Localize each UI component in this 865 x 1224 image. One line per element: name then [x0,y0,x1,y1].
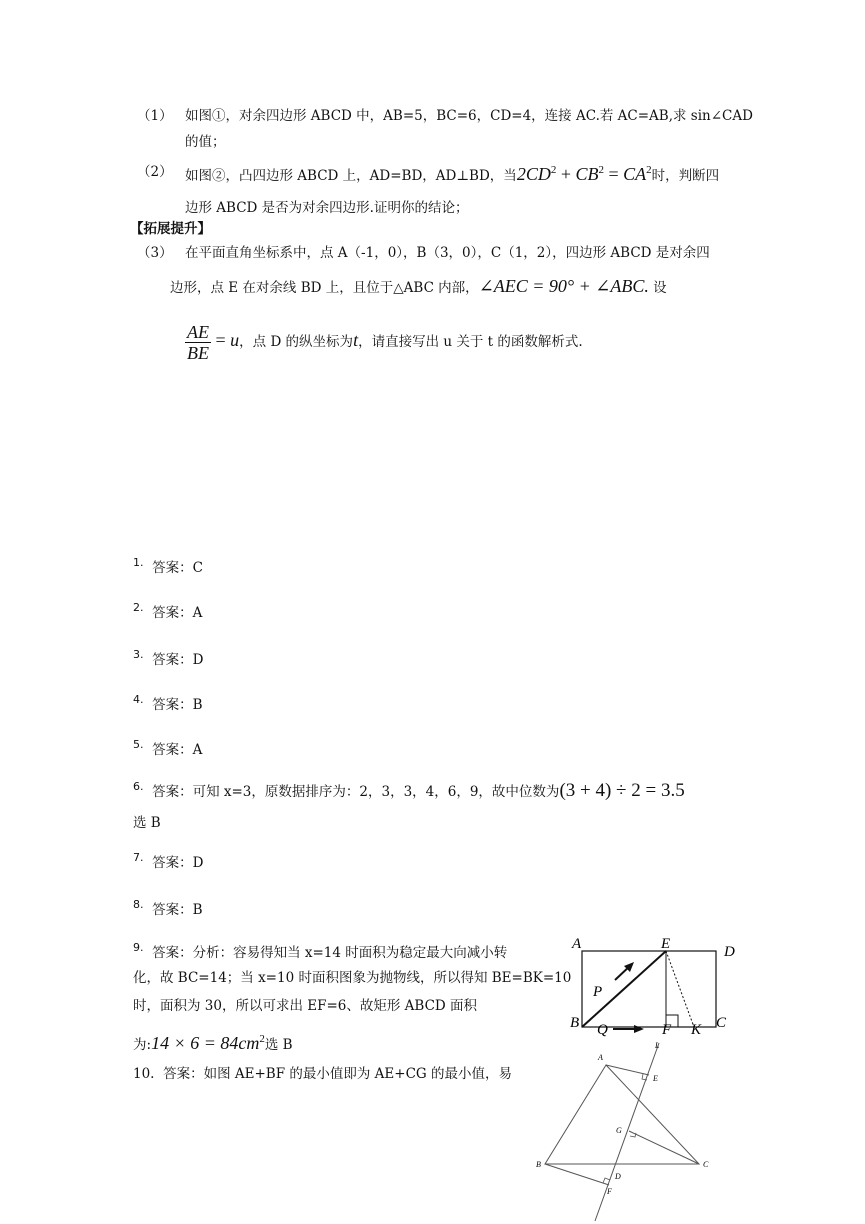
answer-text: 答案：C [152,560,203,576]
answer-9-sup: 2 [259,1033,265,1045]
q3-line3 [185,322,583,363]
q2-formula-a: 2CD [516,164,551,184]
answer-6 [133,777,685,802]
label-d: D [615,1172,621,1181]
answer-6-formula: (3 + 4) ÷ 2 = 3.5 [559,780,685,801]
q3-line3-post: ，请直接写出 u 关于 t 的函数解析式. [358,334,583,350]
arrow-q-head [634,1025,644,1033]
q1-number: （1） [137,108,173,124]
answer-9-line2: 化，故 BC=14；当 x=10 时面积图象为抛物线，所以得知 BE=BK=10 [133,970,572,986]
answer-text: 答案：D [152,652,204,668]
answer-text: 答案：A [152,605,203,621]
q2-number: （2） [137,164,173,180]
label-b: B [570,1015,580,1031]
label-e: E [653,1074,658,1083]
q2-sup3: 2 [646,164,652,176]
q2-line1 [185,160,719,186]
q3-frac-denominator: BE [187,343,209,363]
answer-text: 答案：A [152,742,203,758]
q3-line1: 在平面直角坐标系中，点 A（-1，0），B（3，0），C（1，2），四边形 ABCD 是对余四 [185,245,710,261]
answer-4 [133,690,203,715]
q2-eq: = [604,164,624,184]
q2-post: 时，判断四 [651,168,720,184]
q1-line1: 如图①，对余四边形 ABCD 中，AB=5，BC=6，CD=4，连接 AC.若 AC=AB,求 sin∠CAD [185,108,753,124]
q2-sup1: 2 [550,164,557,176]
label-a: A [572,936,582,952]
label-p: P [593,984,603,1000]
answer-2 [133,598,202,623]
answer-9 [133,938,507,963]
answer-number: 2. [133,601,144,614]
answer-text: 答案：可知 x=3，原数据排序为：2，3，3，4，6，9，故中位数为 [152,784,560,800]
q3-line3-mid: ，点 D 的纵坐标为 [239,334,354,350]
label-k: K [691,1022,702,1038]
label-e: E [661,936,671,952]
answer-9-line1: 答案：分析：容易得知当 x=14 时面积为稳定最大向减小转 [152,945,508,961]
q3-line2 [170,276,667,298]
label-a: A [598,1053,603,1062]
answer-number: 7. [133,851,144,864]
label-c: C [703,1160,709,1169]
q2-formula-b: CB [575,164,599,184]
q3-number: （3） [137,245,173,261]
figure-triangle-abc [525,1038,725,1224]
answer-number: 5. [133,738,144,751]
label-g: G [616,1126,622,1135]
label-d: D [724,944,735,960]
answer-8 [133,895,203,920]
segment-ek-dashed [666,951,694,1027]
segment-gc [629,1131,699,1164]
q2-sup2: 2 [598,164,604,176]
answer-7 [133,848,203,873]
label-f: F [607,1187,612,1196]
answer-number: 9. [133,941,144,954]
answer-9-formula: 14 × 6 = 84cm [151,1033,260,1053]
answer-number: 3. [133,648,144,661]
answer-number: 10. [133,1066,155,1082]
answer-9-line4-pre: 为: [133,1037,152,1053]
answer-3 [133,645,203,670]
q3-t: t [353,330,359,350]
q3-u: u [230,330,240,350]
label-l: L [655,1041,660,1050]
answer-number: 6. [133,780,144,793]
q3-frac-numerator: AE [187,322,209,342]
label-c: C [716,1015,727,1031]
label-q: Q [597,1022,608,1038]
segment-bf [545,1164,609,1185]
triangle-abc [545,1065,699,1164]
answer-number: 8. [133,898,144,911]
q2-plus: + [556,164,576,184]
answer-9-line3: 时，面积为 30，所以可求出 EF=6、故矩形 ABCD 面积 [133,998,478,1014]
q3-line2-pre: 边形，点 E 在对余线 BD 上，且位于△ABC 内部， [170,280,479,296]
figure-rectangle-abcd [560,930,750,1042]
answer-6-line2: 选 B [133,815,161,831]
answer-text: 答案：D [152,855,204,871]
answer-1 [133,553,203,578]
answer-number: 4. [133,693,144,706]
segment-ae [606,1065,649,1075]
q3-fraction [185,322,211,363]
answer-text: 答案：如图 AE+BF 的最小值即为 AE+CG 的最小值，易 [163,1066,512,1082]
q2-formula-c: CA [623,164,647,184]
answer-text: 答案：B [152,697,203,713]
q2-pre: 如图②，凸四边形 ABCD 上，AD=BD，AD⊥BD，当 [185,168,517,184]
answer-10 [133,1064,512,1084]
label-f: F [662,1022,672,1038]
section-heading: 【拓展提升】 [130,221,211,237]
answer-number: 1. [133,556,144,569]
answer-5 [133,735,202,760]
label-b: B [536,1160,541,1169]
q2-line2: 边形 ABCD 是否为对余四边形.证明你的结论； [185,200,469,216]
q3-line2-post: 设 [648,280,667,296]
answer-text: 答案：B [152,902,203,918]
q3-frac-eq: = [211,330,231,350]
q1-line2: 的值； [185,134,226,150]
answer-9-line4-post: 选 B [264,1037,293,1053]
q3-angle-formula: ∠AEC = 90° + ∠ABC. [478,276,649,296]
answer-9-line4 [133,1029,293,1055]
